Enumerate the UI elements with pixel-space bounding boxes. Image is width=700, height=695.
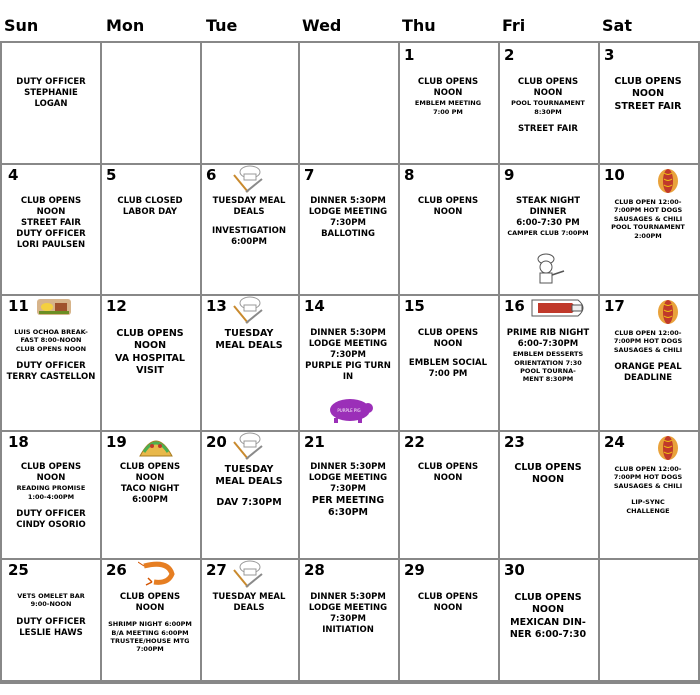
steak-icon	[528, 296, 590, 320]
day-number: 7	[304, 166, 315, 184]
day-events: CLUB OPENS NOON EMBLEM SOCIAL 7:00 PM	[408, 328, 488, 380]
day-events: CLUB OPENS NOON SHRIMP NIGHT 6:00PM B/A MEETING 6:00PM TRUSTEE/HOUSE MTG 7:00PM	[108, 592, 192, 654]
day-cell-empty	[298, 43, 400, 165]
day-cell-20[interactable]	[200, 430, 300, 560]
day-events: CLUB CLOSED LABOR DAY	[117, 196, 183, 218]
day-number: 15	[404, 297, 425, 315]
day-events: LUIS OCHOA BREAK- FAST 8:00-NOON CLUB OPENS NOON DUTY OFFICER TERRY CASTELLON	[6, 328, 96, 383]
day-number: 12	[106, 297, 127, 315]
day-events: CLUB OPEN 12:00- 7:00PM HOT DOGS SAUSAGES & CHILI LIP-SYNC CHALLENGE	[613, 465, 683, 515]
day-events: CLUB OPENS NOON	[417, 462, 479, 484]
day-events: TUESDAY MEAL DEALS INVESTIGATION 6:00PM	[212, 196, 286, 248]
hot-dog-icon	[653, 432, 683, 462]
day-number: 4	[8, 166, 19, 184]
weekday-fri: Fri	[502, 16, 526, 35]
weekday-wed: Wed	[302, 16, 342, 35]
day-events: CLUB OPENS NOON STREET FAIR DUTY OFFICER LORI PAULSEN	[16, 196, 86, 251]
calendar-grid	[0, 41, 700, 654]
day-cell-11[interactable]	[0, 294, 102, 432]
day-events: DINNER 5:30PM LODGE MEETING 7:30PM PER MEETING 6:30PM	[308, 462, 388, 519]
day-number: 23	[504, 433, 525, 451]
day-cell-30[interactable]	[498, 558, 600, 684]
chef-hat-whisk-icon	[230, 296, 266, 326]
day-number: 17	[604, 297, 625, 315]
day-number: 8	[404, 166, 415, 184]
hot-dog-icon	[653, 165, 683, 195]
day-events: DINNER 5:30PM LODGE MEETING 7:30PM BALLOTING	[308, 196, 388, 240]
day-cell-16[interactable]	[498, 294, 600, 432]
day-cell-1[interactable]	[398, 43, 500, 165]
day-events: CLUB OPENS NOON EMBLEM MEETING 7:00 PM	[414, 77, 482, 116]
day-events: CLUB OPENS NOON STREET FAIR	[614, 76, 682, 112]
day-events: CLUB OPENS NOON	[514, 462, 582, 486]
day-number: 13	[206, 297, 227, 315]
day-cell-14[interactable]	[298, 294, 400, 432]
weekday-header	[0, 0, 700, 42]
chef-hat-whisk-icon	[230, 165, 266, 195]
day-number: 9	[504, 166, 515, 184]
day-cell-21[interactable]	[298, 430, 400, 560]
day-cell-13[interactable]	[200, 294, 300, 432]
chef-hat-whisk-icon	[230, 432, 266, 462]
breakfast-plate-icon	[37, 297, 71, 317]
day-number: 22	[404, 433, 425, 451]
day-cell-26[interactable]	[100, 558, 202, 684]
day-number: 5	[106, 166, 117, 184]
day-events: DINNER 5:30PM LODGE MEETING 7:30PM PURPLE PIG TURN IN	[305, 328, 391, 383]
day-events: CLUB OPENS NOON READING PROMISE 1:00-4:00PM DUTY OFFICER CINDY OSORIO	[16, 462, 86, 531]
purple-pig-icon	[326, 396, 374, 424]
taco-icon	[136, 432, 176, 460]
day-number: 11	[8, 297, 29, 315]
day-cell-7[interactable]	[298, 163, 400, 296]
weekday-sun: Sun	[4, 16, 39, 35]
day-number: 28	[304, 561, 325, 579]
day-events: DINNER 5:30PM LODGE MEETING 7:30PM INITIATION	[308, 592, 388, 636]
day-cell-19[interactable]	[100, 430, 202, 560]
day-cell-5[interactable]	[100, 163, 202, 296]
pig-sign-text: PURPLE PIG	[337, 408, 361, 413]
day-cell-6[interactable]	[200, 163, 300, 296]
day-number: 27	[206, 561, 227, 579]
day-number: 16	[504, 297, 525, 315]
weekday-thu: Thu	[402, 16, 436, 35]
day-events: CLUB OPENS NOON POOL TOURNAMENT 8:30PM STREET FAIR	[511, 77, 585, 134]
shrimp-icon	[138, 560, 178, 586]
day-events: VETS OMELET BAR 9:00-NOON DUTY OFFICER LESLIE HAWS	[16, 592, 86, 638]
day-events: CLUB OPENS NOON TACO NIGHT 6:00PM	[119, 462, 181, 506]
day-cell-3[interactable]	[598, 43, 700, 165]
day-number: 20	[206, 433, 227, 451]
day-cell-10[interactable]	[598, 163, 700, 296]
day-cell-15[interactable]	[398, 294, 500, 432]
day-events: CLUB OPENS NOON VA HOSPITAL VISIT	[115, 328, 185, 377]
weekday-sat: Sat	[602, 16, 632, 35]
day-cell-empty	[200, 43, 300, 165]
day-cell-12[interactable]	[100, 294, 202, 432]
day-number: 3	[604, 46, 615, 64]
day-cell-27[interactable]	[200, 558, 300, 684]
day-events: TUESDAY MEAL DEALS DAV 7:30PM	[215, 464, 283, 508]
day-cell-2[interactable]	[498, 43, 600, 165]
day-events: CLUB OPEN 12:00- 7:00PM HOT DOGS SAUSAGES & CHILI ORANGE PEAL DEADLINE	[613, 329, 683, 384]
day-events: TUESDAY MEAL DEALS	[212, 592, 286, 614]
day-number: 26	[106, 561, 127, 579]
day-cell-4[interactable]	[0, 163, 102, 296]
hot-dog-icon	[653, 296, 683, 326]
day-number: 19	[106, 433, 127, 451]
day-number: 2	[504, 46, 515, 64]
day-cell-9[interactable]	[498, 163, 600, 296]
day-cell-29[interactable]	[398, 558, 500, 684]
day-events: CLUB OPENS NOON	[417, 592, 479, 614]
day-cell-24[interactable]	[598, 430, 700, 560]
day-cell-empty	[100, 43, 202, 165]
day-number: 30	[504, 561, 525, 579]
day-cell-empty	[598, 558, 700, 684]
chef-character-icon	[530, 253, 566, 285]
day-events: TUESDAY MEAL DEALS	[215, 328, 283, 352]
weekday-tue: Tue	[206, 16, 238, 35]
day-cell-17[interactable]	[598, 294, 700, 432]
chef-hat-whisk-icon	[230, 560, 266, 590]
day-cell-25[interactable]	[0, 558, 102, 684]
day-events: PRIME RIB NIGHT 6:00-7:30PM EMBLEM DESSERTS ORIENTATION 7:30 POOL TOURNA- MENT 8:30PM	[506, 328, 590, 384]
day-cell-22[interactable]	[398, 430, 500, 560]
weekday-mon: Mon	[106, 16, 145, 35]
day-cell-23[interactable]	[498, 430, 600, 560]
day-events: STEAK NIGHT DINNER 6:00-7:30 PM CAMPER CLUB 7:00PM	[507, 196, 589, 238]
day-events: CLUB OPENS NOON MEXICAN DIN- NER 6:00-7:30	[509, 592, 587, 641]
day-events: CLUB OPENS NOON	[417, 196, 479, 218]
day-number: 25	[8, 561, 29, 579]
duty-officer-note: DUTY OFFICER STEPHANIE LOGAN	[16, 77, 86, 110]
day-events: CLUB OPEN 12:00- 7:00PM HOT DOGS SAUSAGES & CHILI POOL TOURNAMENT 2:00PM	[611, 198, 685, 240]
day-number: 24	[604, 433, 625, 451]
day-number: 21	[304, 433, 325, 451]
day-number: 6	[206, 166, 217, 184]
day-cell-28[interactable]	[298, 558, 400, 684]
day-number: 18	[8, 433, 29, 451]
day-number: 10	[604, 166, 625, 184]
day-cell-empty	[0, 43, 102, 165]
day-number: 1	[404, 46, 415, 64]
day-number: 14	[304, 297, 325, 315]
day-number: 29	[404, 561, 425, 579]
day-cell-18[interactable]	[0, 430, 102, 560]
day-cell-8[interactable]	[398, 163, 500, 296]
